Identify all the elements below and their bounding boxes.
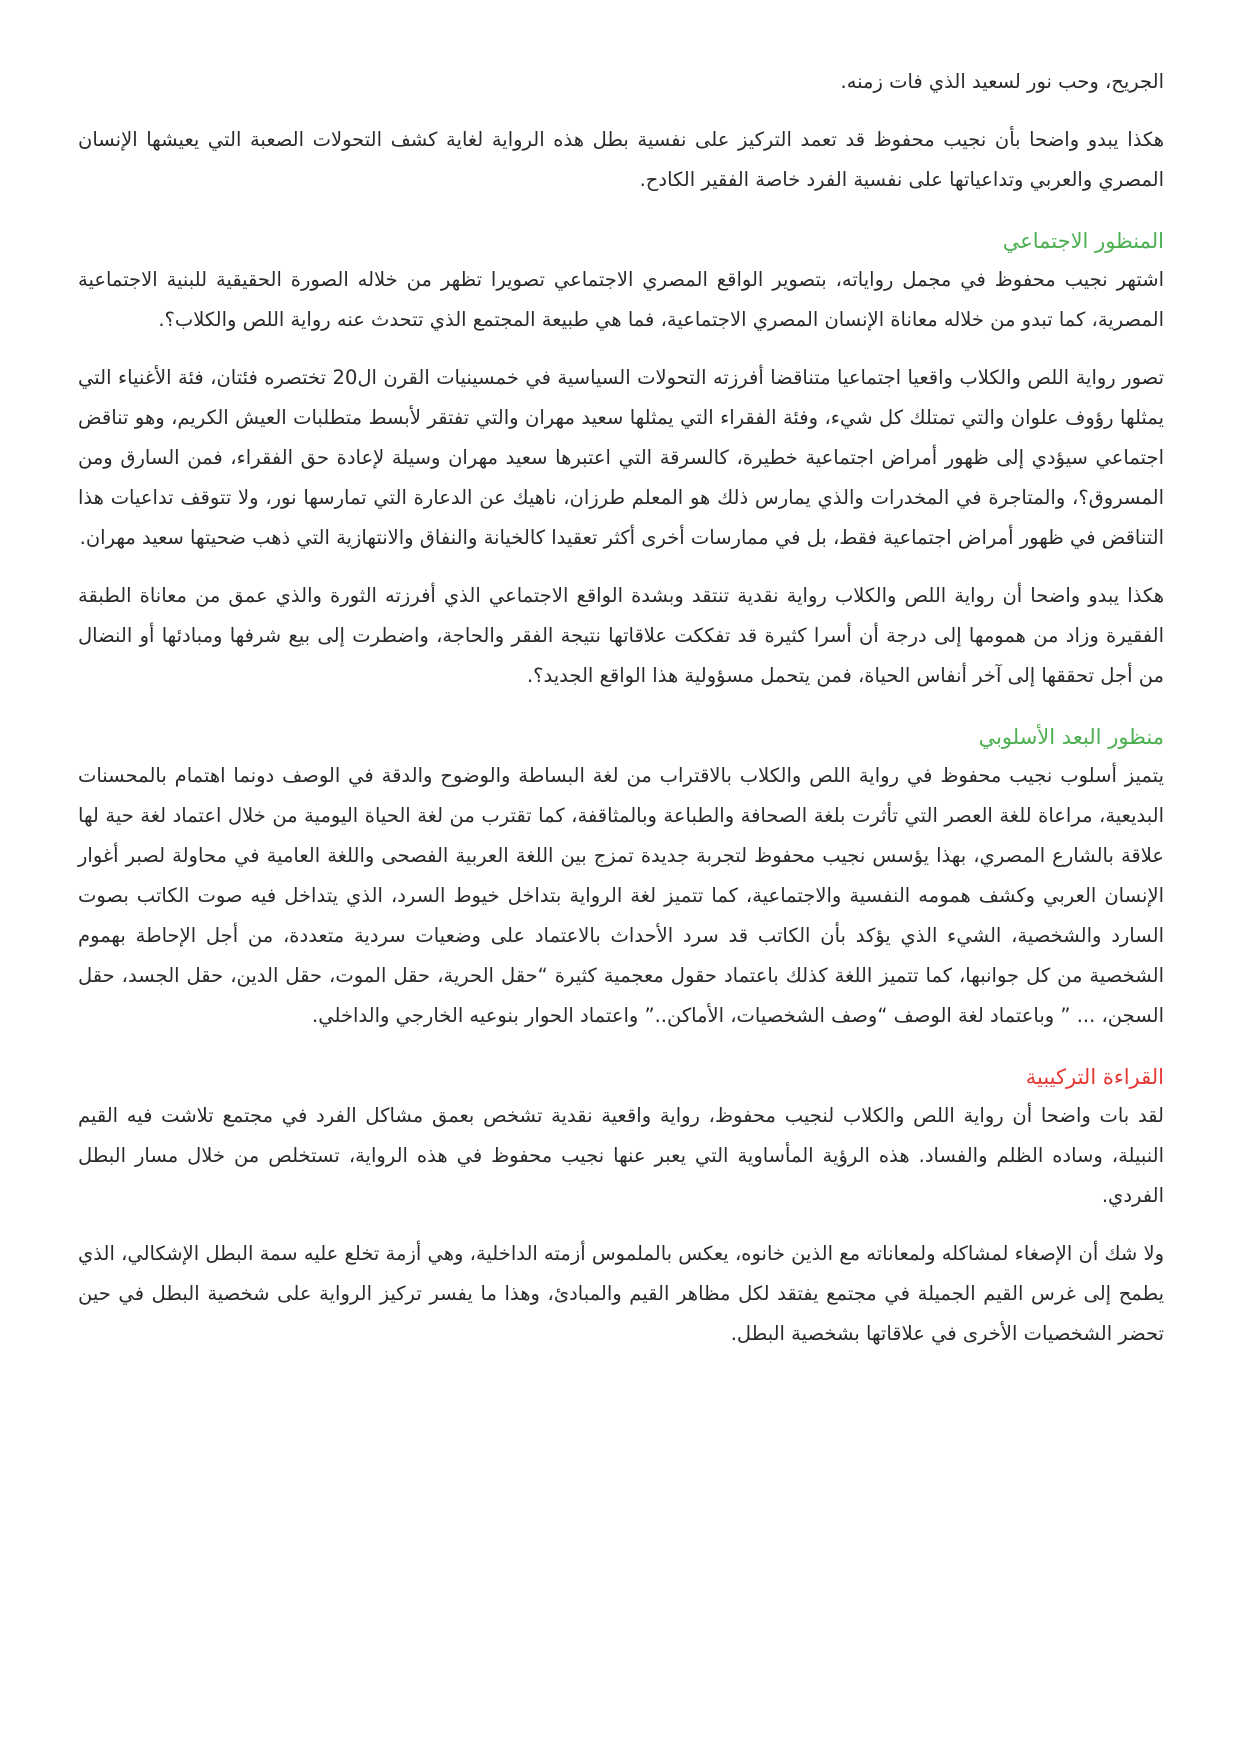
paragraph-style: يتميز أسلوب نجيب محفوظ في رواية اللص والكلاب بالاقتراب من لغة البساطة والوضوح والدقة في الوصف دونما اهتمام بالمحسنات البديعية، مراعاة للغة العصر التي تأثرت بلغة الصحافة والطباعة وبالمثاقفة، كما تقترب من لغة الحياة اليومية من خلال اعتماد لغة حية لها علاقة بالشارع المصري، بهذا يؤسس نجيب محفوظ لتجربة جديدة تمزج بين اللغة العربية الفصحى واللغة العامية في محاولة لصبر أغوار الإنسان العربي وكشف همومه النفسية والاجتماعية، كما تتميز لغة الرواية بتداخل خيوط السرد، الذي يتداخل فيه صوت الكاتب بصوت السارد والشخصية، الشيء الذي يؤكد بأن الكاتب قد سرد الأحداث بالاعتماد على وضعيات سردية متعددة، من أجل الإحاطة بهموم الشخصية من كل جوانبها، كما تتميز اللغة كذلك باعتماد حقول معجمية كثيرة “حقل الحرية، حقل الموت، حقل الدين، حقل الجسد، حقل السجن، ... ” وباعتماد لغة الوصف “وصف الشخصيات، الأماكن..” واعتماد الحوار بنوعيه الخارجي والداخلي. xyxy=(78,764,1164,1027)
paragraph-social-1: اشتهر نجيب محفوظ في مجمل رواياته، بتصوير الواقع المصري الاجتماعي تصويرا تظهر من خلاله الصورة الحقيقية للبنية الاجتماعية المصرية، كما تبدو من خلاله معاناة الإنسان المصري الاجتماعية، فما هي طبيعة المجتمع الذي تتحدث عنه رواية اللص والكلاب؟. xyxy=(78,268,1164,331)
intro-line: الجريح، وحب نور لسعيد الذي فات زمنه. xyxy=(840,70,1164,93)
paragraph-synthesis-2: ولا شك أن الإصغاء لمشاكله ولمعاناته مع الذين خانوه، يعكس بالملموس أزمته الداخلية، وهي أزمة تخلع عليه سمة البطل الإشكالي، الذي يطمح إلى غرس القيم الجميلة في مجتمع يفتقد لكل مظاهر القيم والمبادئ، وهذا ما يفسر تركيز الرواية على شخصية البطل في حين تحضر الشخصيات الأخرى في علاقاتها بشخصية البطل. xyxy=(78,1242,1164,1345)
heading-social-perspective: المنظور الاجتماعي xyxy=(1002,229,1164,253)
heading-stylistic-perspective: منظور البعد الأسلوبي xyxy=(978,725,1164,749)
paragraph-social-2: تصور رواية اللص والكلاب واقعيا اجتماعيا متناقضا أفرزته التحولات السياسية في خمسينيات القرن ال20 تختصره فئتان، فئة الأغنياء التي يمثلها رؤوف علوان والتي تمتلك كل شيء، وفئة الفقراء التي يمثلها سعيد مهران والتي تفتقر لأبسط متطلبات العيش الكريم، وهو تناقض اجتماعي سيؤدي إلى ظهور أمراض اجتماعية خطيرة، كالسرقة التي اعتبرها سعيد مهران وسيلة لإعادة حق الفقراء، فمن السارق ومن المسروق؟، والمتاجرة في المخدرات والذي يمارس ذلك هو المعلم طرزان، ناهيك عن الدعارة التي تمارسها نور، ولا تتوقف تداعيات هذا التناقض في ظهور أمراض اجتماعية فقط، بل في ممارسات أخرى أكثر تعقيدا كالخيانة والنفاق والانتهازية التي ذهب ضحيتها سعيد مهران. xyxy=(78,366,1164,549)
paragraph-social-3: هكذا يبدو واضحا أن رواية اللص والكلاب رواية نقدية تنتقد وبشدة الواقع الاجتماعي الذي أفرزته الثورة والذي عمق من معاناة الطبقة الفقيرة وزاد من همومها إلى درجة أن أسرا كثيرة قد تفككت علاقاتها نتيجة الفقر والحاجة، واضطرت إلى بيع شرفها ومبادئها أو النضال من أجل تحققها إلى آخر أنفاس الحياة، فمن يتحمل مسؤولية هذا الواقع الجديد؟. xyxy=(78,584,1164,687)
paragraph-synthesis-1: لقد بات واضحا أن رواية اللص والكلاب لنجيب محفوظ، رواية واقعية نقدية تشخص بعمق مشاكل الفرد في مجتمع تلاشت فيه القيم النبيلة، وساده الظلم والفساد. هذه الرؤية المأساوية التي يعبر عنها نجيب محفوظ في هذه الرواية، تستخلص من خلال مسار البطل الفردي. xyxy=(78,1104,1164,1207)
heading-synthesis-reading: القراءة التركيبية xyxy=(1025,1065,1164,1089)
paragraph-psych-conclusion: هكذا يبدو واضحا بأن نجيب محفوظ قد تعمد التركيز على نفسية بطل هذه الرواية لغاية كشف التحولات الصعبة التي يعيشها الإنسان المصري والعربي وتداعياتها على نفسية الفرد خاصة الفقير الكادح. xyxy=(78,128,1164,191)
